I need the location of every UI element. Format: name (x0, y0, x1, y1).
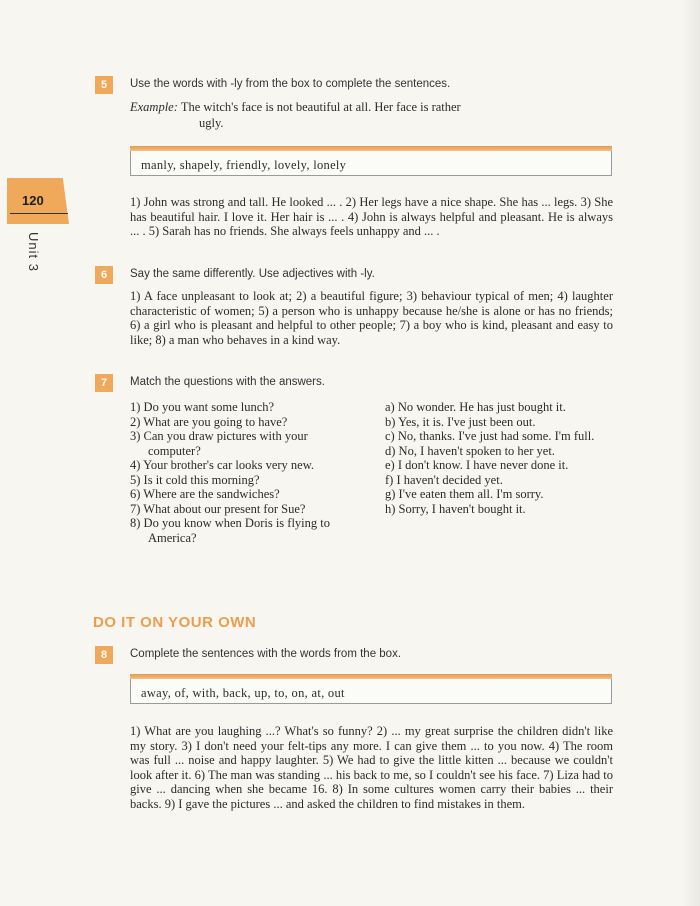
page-number-rule (10, 213, 68, 214)
example-text-1: The witch's face is not beautiful at all. Her face is rather (180, 100, 461, 114)
answer-item: c) No, thanks. I've just had some. I'm full. (385, 429, 595, 443)
exercise-8-sentences: 1) What are you laughing ...? What's so funny? 2) ... my great surprise the children didn't like my story. 3) I don't need your felt-tips any more. I can give them ... to you now. 4) The room was full ... noise and happy laughter. 5) We had to give the little kitten ... because we couldn't look after it. 6) The man was standing ... his back to me, so I couldn't see his face. 7) Liza had to give ... dancing when she became 16. 8) In some cultures women carry their babies ... their backs. 9) I gave the pictures ... and asked the children to find mistakes in them. (130, 724, 613, 811)
question-item: 5) Is it cold this morning? (130, 472, 260, 487)
question-item: 3) Can you draw pictures with your computer? (130, 429, 308, 458)
answer-item: f) I haven't decided yet. (385, 472, 503, 487)
exercise-5-sentences: 1) John was strong and tall. He looked ... . 2) Her legs have a nice shape. She has ... legs. 3) She has beautiful hair. I love it. Her hair is ... . 4) John is always helpful and pleasant. He is always ... . 5) Sarah has no friends. She always feels unhappy and ... . (130, 195, 613, 238)
exercise-5-example (130, 100, 461, 115)
exercise-5-number: 5 (95, 76, 113, 94)
exercise-5-word-box-text: manly, shapely, friendly, lovely, lonely (141, 158, 347, 172)
answer-item: a) No wonder. He has just bought it. (385, 400, 566, 414)
exercise-8-instruction: Complete the sentences with the words from the box. (130, 648, 402, 660)
exercise-6-phrases: 1) A face unpleasant to look at; 2) a beautiful figure; 3) behaviour typical of men; 4) laughter characteristic of women; 5) a person who is unhappy because he/she is alone or has no friends; 6) a girl who is pleasant and helpful to other people; 7) a boy who is kind, pleasant and easy to like; 8) a man who behaves in a kind way. (130, 289, 613, 347)
exercise-7-questions (130, 400, 355, 545)
example-label: Example: (130, 100, 178, 114)
answer-item: h) Sorry, I haven't bought it. (385, 501, 526, 516)
question-item: 1) Do you want some lunch? (130, 400, 275, 414)
exercise-5-instruction: Use the words with -ly from the box to complete the sentences. (130, 78, 451, 90)
exercise-8-word-box-text: away, of, with, back, up, to, on, at, out (141, 686, 345, 700)
answer-item: e) I don't know. I have never done it. (385, 458, 569, 472)
unit-label: Unit 3 (26, 232, 41, 272)
answer-item: g) I've eaten them all. I'm sorry. (385, 487, 544, 501)
question-item: 4) Your brother's car looks very new. (130, 458, 315, 472)
question-item: 2) What are you going to have? (130, 414, 288, 429)
question-item: 6) Where are the sandwiches? (130, 487, 280, 501)
exercise-7-number: 7 (95, 374, 113, 392)
answer-item: d) No, I haven't spoken to her yet. (385, 443, 555, 458)
section-heading: DO IT ON YOUR OWN (93, 614, 257, 631)
exercise-6-instruction: Say the same differently. Use adjectives with -ly. (130, 268, 375, 280)
question-item: 8) Do you know when Doris is flying to America? (130, 516, 330, 545)
exercise-6-number: 6 (95, 266, 113, 284)
exercise-7-answers (385, 400, 615, 516)
exercise-8-word-box (130, 674, 612, 704)
exercise-5-example-cont: ugly. (199, 116, 224, 130)
exercise-5-word-box (130, 146, 612, 176)
page-number: 120 (22, 193, 44, 208)
question-item: 7) What about our present for Sue? (130, 501, 306, 516)
exercise-8-number: 8 (95, 646, 113, 664)
exercise-7-instruction: Match the questions with the answers. (130, 376, 325, 388)
answer-item: b) Yes, it is. I've just been out. (385, 414, 536, 429)
page-edge (682, 0, 700, 906)
